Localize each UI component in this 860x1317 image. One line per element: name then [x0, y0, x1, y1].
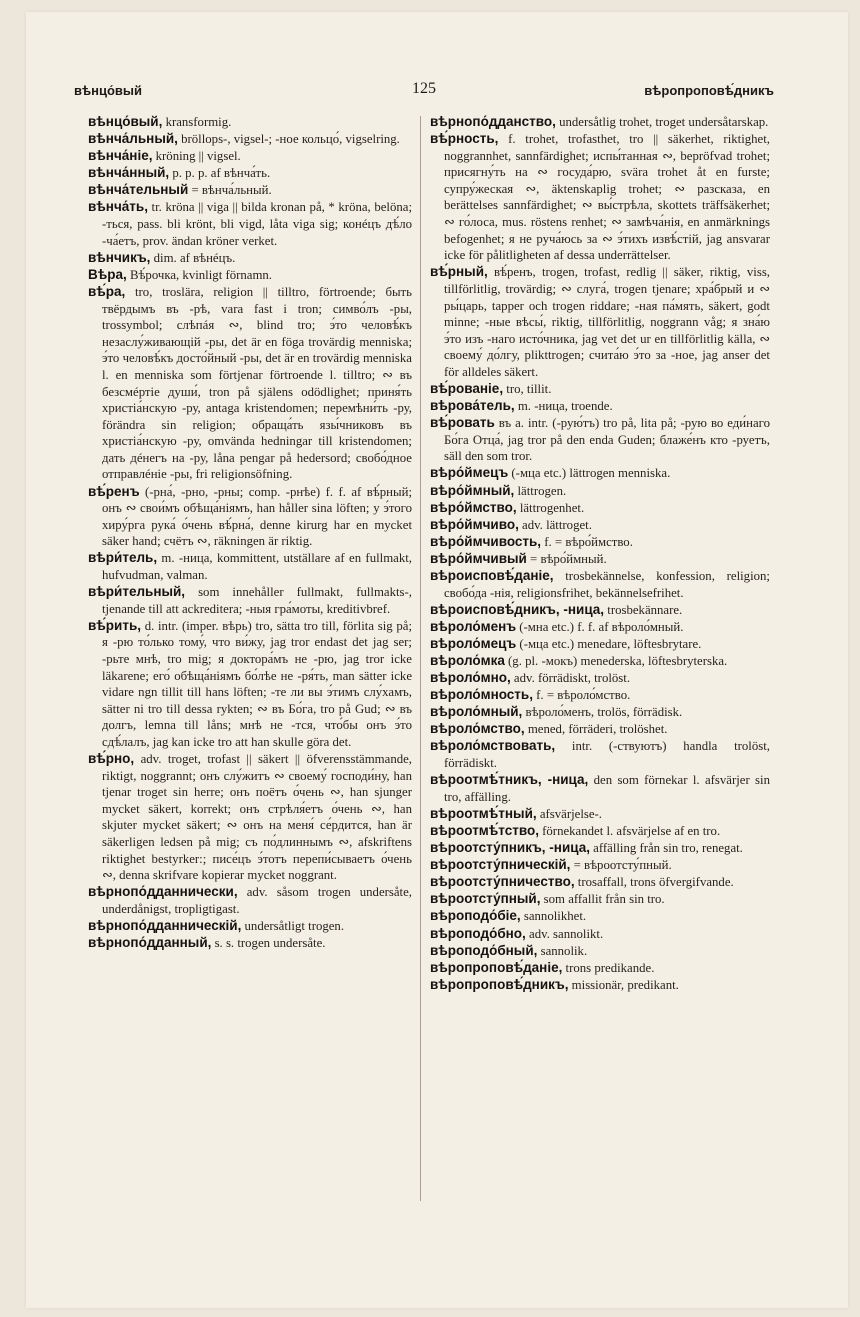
entry-headword: вѣроло́мецъ — [430, 635, 517, 651]
entry-definition: вѣроло́менъ, trolös, förrädisk. — [522, 705, 683, 720]
dictionary-entry — [88, 550, 412, 583]
entry-headword: вѣроисповѣ́даніе, — [430, 568, 554, 584]
entry-definition: = вѣро́ймный. — [526, 551, 607, 566]
entry-definition: trosbekännare. — [604, 602, 683, 617]
entry-definition: förnekandet l. afsvärjelse af en tro. — [538, 823, 721, 838]
dictionary-entry — [430, 619, 770, 636]
dictionary-entry — [430, 500, 770, 517]
dictionary-entry — [430, 483, 770, 500]
entry-headword: вѣ́рно, — [88, 751, 135, 767]
entry-definition: tr. kröna || viga || bilda kronan på, * kröna, belöna; -ться, pass. bli krönt, bli vigd, låta viga sig; конéцъ дѣ́ло -ча́етъ, prov. ändan kröner verket. — [102, 200, 412, 248]
dictionary-entry — [430, 977, 770, 994]
entry-definition: f. = вѣроло́мство. — [532, 688, 631, 703]
entry-definition: lättrogen. — [514, 483, 567, 498]
entry-definition: sannolik. — [537, 943, 588, 958]
entry-definition: som innehåller fullmakt, fullmakts-, tjenande till att ackreditera; -ныя гра́моты, kreditivbref. — [102, 585, 412, 616]
dictionary-entry — [430, 131, 770, 264]
dictionary-entry — [430, 534, 770, 551]
entry-definition: kransformig. — [162, 115, 232, 129]
entry-headword: вѣроло́мствовать, — [430, 738, 556, 754]
entry-headword: вѣ́рность, — [430, 131, 499, 147]
dictionary-entry — [430, 687, 770, 704]
dictionary-entry — [88, 284, 412, 483]
entry-headword: вѣроотмѣ́тство, — [430, 822, 539, 838]
entry-definition: adv. troget, trofast || säkert || öfverensstämmande, riktigt, noggrannt; онъ слу́житъ ∾ своему́ господи́ну, han tjenar troget sin herre; онъ поётъ о́чень ∾, han sjunger mycket säkert, korrekt; онъ стрѣля́етъ о́чень ∾, han skjuter mycket säkert; ∾ онъ на меня́ се́рдится, han är säkerligen ledsen på mig; съ по́длиннымъ ∾, afskriftens riktighet bestyrker:; писе́цъ э́тотъ перепи́сываетъ о́чень ∾, denna skrifvare kopierar mycket noggrant. — [102, 752, 412, 883]
dictionary-entry — [88, 751, 412, 884]
dictionary-entry — [430, 840, 770, 857]
entry-headword: вѣроотсту́пный, — [430, 891, 541, 907]
dictionary-entry — [430, 653, 770, 670]
entry-definition: m. -ница, kommittent, utställare af en fullmakt, hufvudman, valman. — [102, 551, 412, 583]
dictionary-entry — [88, 165, 412, 182]
dictionary-entry — [430, 738, 770, 771]
entry-headword: вѣроисповѣ́дникъ, -ница, — [430, 601, 605, 617]
entry-headword: Вѣра, — [88, 266, 127, 282]
dictionary-entry — [430, 264, 770, 380]
left-column — [88, 114, 412, 952]
page-number: 125 — [412, 80, 436, 97]
column-divider — [420, 116, 421, 1201]
entry-definition: tro, tillit. — [503, 382, 552, 396]
dictionary-entry — [88, 114, 412, 131]
dictionary-entry — [430, 943, 770, 960]
entry-definition: missionär, predikant. — [568, 977, 679, 992]
entry-headword: вѣроподо́біе, — [430, 908, 521, 924]
entry-headword: вѣроло́мно, — [430, 670, 511, 686]
entry-headword: вѣроло́мка — [430, 653, 505, 668]
dictionary-entry — [88, 884, 412, 917]
dictionary-entry — [88, 618, 412, 751]
dictionary-entry — [430, 636, 770, 653]
entry-definition: (-мца etc.) lättrogen menniska. — [508, 466, 671, 481]
entry-definition: вѣ́ренъ, trogen, trofast, redlig || säker, riktig, viss, tillförlitlig, trovärdig; ∾ слуга́, trogen tjenare; хра́брый и ∾ ры́царь, tapper och trogen riddare; -ная па́мять, säkert, godt minne; -ные вѣсы́, riktig, tillförlitlig, noggrann våg; я зна́ю э́то изъ -наго исто́чника, jag vet det ur en tillförlitlig källa, ∾ своему́ до́лгу, plikttrogen; счита́ю э́то за -ное, jag anser det för alldeles säkert. — [444, 265, 770, 379]
entry-headword: вѣнча́льный, — [88, 131, 178, 147]
dictionary-entry — [430, 415, 770, 465]
entry-definition: intr. (-ствуютъ) handla trolöst, förrädiskt. — [444, 739, 770, 771]
entry-headword: вѣропроповѣ́дникъ, — [430, 976, 569, 992]
entry-headword: вѣ́рить, — [88, 617, 141, 633]
dictionary-entry — [88, 267, 412, 284]
dictionary-entry — [430, 670, 770, 687]
entry-headword: вѣро́ймный, — [430, 482, 515, 498]
entry-definition: bröllops-, vigsel-; -ное кольцо́, vigselring. — [177, 132, 400, 147]
dictionary-entry — [430, 381, 770, 398]
entry-headword: вѣроотсту́пникъ, -ница, — [430, 840, 590, 856]
entry-headword: вѣро́ймецъ — [430, 465, 509, 481]
entry-definition: f. = вѣро́ймство. — [541, 534, 633, 549]
entry-definition: trons predikande. — [562, 960, 655, 975]
entry-headword: вѣроло́мность, — [430, 687, 533, 703]
page-header — [74, 80, 774, 104]
dictionary-entry — [88, 250, 412, 267]
dictionary-entry — [430, 806, 770, 823]
entry-headword: вѣ́ра, — [88, 283, 126, 299]
entry-headword: вѣнча́ть, — [88, 199, 148, 215]
running-head-left: вѣнцо́вый — [74, 83, 142, 98]
entry-definition: adv. såsom trogen undersåte, underdånigst, tropligtigast. — [102, 885, 412, 916]
dictionary-entry — [430, 568, 770, 601]
entry-headword: вѣро́ймчивый — [430, 550, 527, 566]
entry-definition: = вѣроотсту́пный. — [570, 858, 672, 873]
entry-headword: вѣро́ймчиво, — [430, 516, 519, 532]
dictionary-entry — [430, 721, 770, 738]
dictionary-entry — [88, 131, 412, 148]
entry-definition: trosaffall, trons öfvergifvande. — [574, 875, 734, 890]
entry-definition: adv. förrädiskt, trolöst. — [510, 671, 631, 686]
entry-headword: вѣ́рованіе, — [430, 381, 504, 396]
right-column — [430, 114, 770, 994]
dictionary-entry — [430, 704, 770, 721]
entry-headword: вѣроотмѣ́тникъ, -ница, — [430, 772, 589, 788]
entry-definition: dim. af вѣнéцъ. — [150, 250, 236, 265]
entry-definition: p. p. p. af вѣнча́ть. — [169, 166, 271, 181]
dictionary-entry — [88, 182, 412, 199]
entry-definition: undersåtlig trohet, troget undersåtarskap. — [555, 115, 769, 129]
entry-headword: вѣнчикъ, — [88, 249, 151, 265]
entry-headword: вѣрнопо́дданство, — [430, 114, 556, 129]
entry-headword: вѣри́тельный, — [88, 584, 186, 600]
dictionary-entry — [88, 935, 412, 952]
entry-headword: вѣроотсту́пническій, — [430, 857, 571, 873]
entry-headword: вѣрнопо́дданный, — [88, 935, 212, 951]
entry-headword: вѣроотсту́пничество, — [430, 874, 575, 890]
dictionary-entry — [88, 199, 412, 249]
entry-definition: s. s. trogen undersåte. — [211, 936, 326, 951]
dictionary-entry — [430, 772, 770, 805]
dictionary-entry — [430, 602, 770, 619]
dictionary-entry — [430, 517, 770, 534]
dictionary-entry — [88, 148, 412, 165]
entry-definition: tro, troslära, religion || tilltro, förtroende; быть твёрдымъ въ -рѣ, vara fast i tron; симво́лъ -ры, trossymbol; слѣпáя ∾, blind tro; э́то человѣ́къ незаслу́живающій -ры, det är en föga trovärdig menniska; э́то человѣ́къ досто́йный -ры, det är en trovärdig menniska l. en menniska som förtjenar förtroende l. tilltro; ∾ въ безсмéртіе души́, tron på själens odödlighet; приня́ть христіа́нскую -ру, antaga kristendomen; перемѣни́ть -ру, förändra sin religion; обраща́ть язы́чниковъ въ христіа́нскую -ру, omvända hedningar till kristendomen; дать дéнегъ на -ру, låna pengar på hedersord; свобо́дное отправлéніе -ры, fri religionsöfning. — [102, 284, 412, 482]
entry-headword: вѣро́ймчивость, — [430, 533, 542, 549]
entry-headword: вѣ́ренъ — [88, 483, 140, 499]
entry-headword: вѣроло́менъ — [430, 618, 517, 634]
entry-definition: afsvärjelse-. — [536, 806, 602, 821]
entry-definition: (-мна etc.) f. f. af вѣроло́мный. — [516, 619, 684, 634]
dictionary-entry — [430, 874, 770, 891]
entry-headword: вѣроло́мный, — [430, 704, 523, 720]
entry-definition: adv. lättroget. — [518, 517, 592, 532]
entry-headword: вѣри́тель, — [88, 550, 158, 566]
entry-headword: вѣрнопо́дданническій, — [88, 918, 242, 933]
entry-headword: вѣ́рный, — [430, 264, 488, 280]
entry-definition: m. -ница, troende. — [514, 399, 613, 414]
dictionary-entry — [430, 960, 770, 977]
entry-definition: (-рна́, -рно, -рны; comp. -рнѣе) f. f. af вѣ́рный; онъ ∾ свои́мъ обѣща́ніямъ, han håller sina löften; у э́того хиру́рга рука́ о́чень вѣ́рна́, denne kirurg har en mycket säker hand; счётъ ∾, räkningen är riktig. — [102, 484, 412, 549]
entry-definition: den som förnekar l. afsvärjer sin tro, affälling. — [444, 773, 770, 804]
entry-definition: som affallit från sin tro. — [540, 892, 665, 907]
entry-headword: вѣроотмѣ́тный, — [430, 805, 537, 821]
entry-headword: вѣ́ровать — [430, 415, 495, 431]
dictionary-entry — [430, 926, 770, 943]
entry-headword: вѣнцо́вый, — [88, 114, 163, 129]
dictionary-entry — [88, 484, 412, 550]
dictionary-entry — [430, 908, 770, 925]
entry-definition: въ a. intr. (-рую́тъ) tro på, lita på; -рую во еди́наго Бо́га Отца́, jag tror på den enda Guden; блаже́нъ кто -руетъ, säll den som tror. — [444, 416, 770, 464]
entry-definition: undersåtligt trogen. — [241, 919, 345, 933]
running-head-right: вѣропроповѣ́дникъ — [644, 83, 774, 98]
dictionary-entry — [430, 857, 770, 874]
entry-definition: sannolikhet. — [520, 909, 587, 924]
entry-headword: вѣнча́ніе, — [88, 148, 153, 164]
entry-definition: adv. sannolikt. — [525, 926, 604, 941]
entry-definition: Вѣ́рочка, kvinligt förnamn. — [126, 267, 273, 282]
dictionary-entry — [88, 918, 412, 935]
entry-headword: вѣроподо́бный, — [430, 942, 538, 958]
entry-headword: вѣнча́нный, — [88, 165, 170, 181]
dictionary-entry — [430, 114, 770, 131]
entry-definition: f. trohet, trofasthet, tro || säkerhet, riktighet, noggrannhet, sannfärdighet; испы́танная ∾, bepröfvad trohet; присягну́ть на ∾ госуда́рю, svära trohet åt en furste; супру́жеская ∾, äktenskaplig trohet; ∾ разсказа, en berättelses sannfärdighet; ∾ вы́стрѣла, skottets träffsäkerhet; ∾ го́лоса, mus. röstens renhet; ∾ замѣча́нія, en anmärknings befogenhet; я не руча́юсь за ∾ э́тихъ извѣ́стій, jag ansvarar icke för pålitligheten af dessa underrättelser. — [444, 132, 770, 263]
entry-definition: (g. pl. -мокъ) menederska, löftesbryterska. — [504, 654, 728, 668]
entry-definition: (-мца etc.) menedare, löftesbrytare. — [516, 636, 702, 651]
entry-definition: trosbekännelse, konfession, religion; свобо́да -нія, religionsfrihet, bekännelsefrihet. — [444, 569, 770, 600]
dictionary-entry — [430, 465, 770, 482]
entry-definition: = вѣнча́льный. — [188, 183, 272, 198]
entry-definition: d. intr. (imper. вѣрь) tro, sätta tro till, förlita sig på; я -рю то́лько тому́, что ви́жу, jag tror endast det jag ser; -рьте мнѣ, tro mig; я доктора́мъ не -рю, jag tror icke läkarene; его́ обѣща́ніямъ бо́лѣе не -ря́ть, man sätter icke vidare ngn tillit till hans löften; -те ли вы э́тимъ слу́хамъ, sätter ni tro till dessa rykten; ∾ въ Бо́га, tro på Gud; ∾ въ долгъ, lemna till låns; мнѣ не -тся, что́бы онъ э́то сдѣ́лалъ, jag kan icke tro att han skulle göra det. — [102, 618, 412, 749]
entry-headword: вѣрова́тель, — [430, 398, 515, 414]
entry-headword: вѣроло́мство, — [430, 721, 525, 737]
entry-headword: вѣро́ймство, — [430, 499, 517, 515]
entry-definition: lättrogenhet. — [516, 500, 585, 515]
entry-definition: affälling från sin tro, renegat. — [589, 841, 743, 856]
dictionary-entry — [430, 823, 770, 840]
entry-headword: вѣроподо́бно, — [430, 925, 526, 941]
entry-headword: вѣропроповѣ́даніе, — [430, 959, 563, 975]
entry-definition: kröning || vigsel. — [152, 149, 241, 164]
dictionary-entry — [430, 398, 770, 415]
entry-headword: вѣнча́тельный — [88, 182, 189, 198]
entry-definition: mened, förräderi, trolöshet. — [524, 722, 668, 737]
dictionary-entry — [430, 551, 770, 568]
entry-headword: вѣрнопо́дданнически, — [88, 884, 238, 900]
dictionary-entry — [430, 891, 770, 908]
dictionary-entry — [88, 584, 412, 617]
